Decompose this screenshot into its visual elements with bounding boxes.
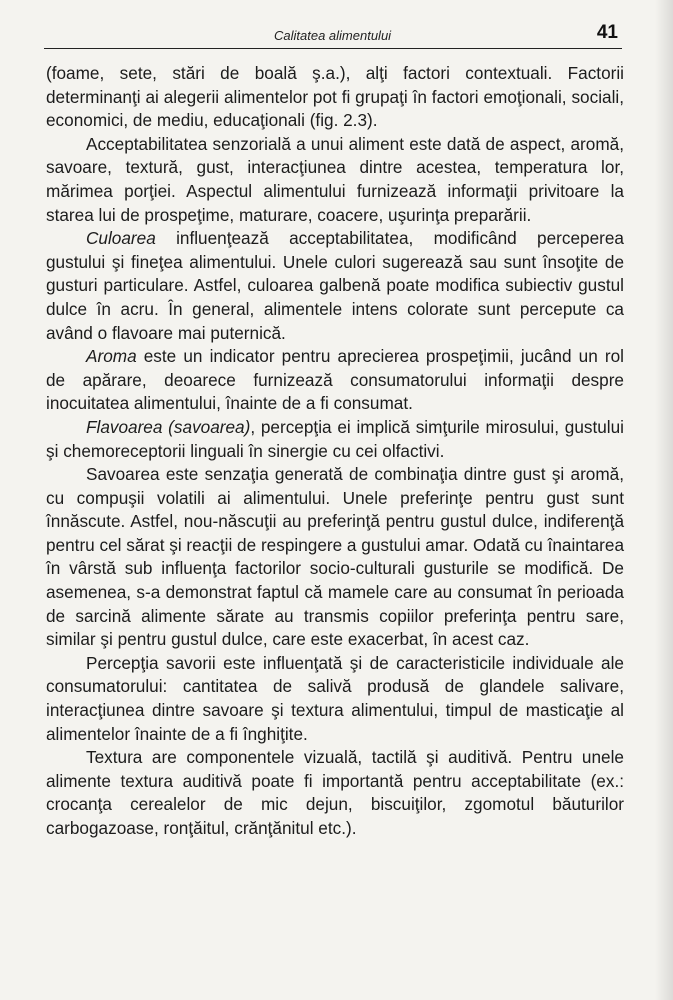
paragraph-2 (46, 133, 624, 227)
paragraph-1-text: (foame, sete, stări de boală ş.a.), alţi factori contextuali. Factorii determinanţi ai alegerii alimentelor pot fi grupaţi în factori emoţionali, sociali, economici, de mediu, educaţionali (fig. 2.3). (46, 63, 624, 131)
body-text (46, 62, 624, 841)
page-edge-shadow (655, 0, 673, 1000)
running-header (44, 22, 622, 49)
paragraph-5-lead: Flavoarea (savoarea) (86, 416, 251, 437)
paragraph-1 (46, 62, 624, 133)
paragraph-3-lead: Culoarea (86, 228, 156, 249)
paragraph-2-text: Acceptabilitatea senzorială a unui aliment este dată de aspect, aromă, savoare, textură, gust, interacţiunea dintre acestea, temperatura lor, mărimea porţiei. Aspectul alimentului furnizează informaţii privitoare la starea lui de prospeţime, maturare, coacere, uşurinţa preparării. (46, 133, 624, 225)
paragraph-7-text: Percepţia savorii este influenţată şi de caracteristicile individuale ale consumatorului: cantitatea de salivă produsă de glandele salivare, interacţiunea dintre savoare şi textura alimentului, timpul de masticaţie al alimentelor înainte de a fi înghiţite. (46, 652, 624, 744)
paragraph-4 (46, 345, 624, 416)
paragraph-4-text: este un indicator pentru aprecierea prospeţimii, jucând un rol de apărare, deoarece furnizează consumatorului informaţii despre inocuitatea alimentului, înainte de a fi consumat. (46, 346, 624, 414)
paragraph-6 (46, 463, 624, 652)
header-title: Calitatea alimentului (274, 28, 392, 43)
paragraph-3-text: influenţează acceptabilitatea, modificând perceperea gustului şi fineţea alimentului. Unele culori sugerează sau sunt însoţite de gusturi particulare. Astfel, culoarea galbenă poate modifica subiectiv gustul dulce în acru. În general, alimentele intens colorate sunt percepute ca având o flavoare mai puternică. (46, 228, 624, 343)
paragraph-4-lead: Aroma (86, 346, 137, 367)
paragraph-8-text: Textura are componentele vizuală, tactilă şi auditivă. Pentru unele alimente textura auditivă poate fi importantă pentru acceptabilitate (ex.: crocanţa cerealelor de mic dejun, biscuiţilor, zgomotul băuturilor carbogazoase, ronţăitul, crănţănitul etc.). (46, 747, 624, 838)
paragraph-5-text: , percepţia ei implică simţurile mirosului, gustului şi chemoreceptorii linguali în sinergie cu cei olfactivi. (46, 416, 624, 461)
paragraph-7 (46, 652, 624, 746)
paragraph-3 (46, 227, 624, 345)
paragraph-5 (46, 416, 624, 463)
paragraph-8 (46, 746, 624, 840)
paragraph-6-text: Savoarea este senzaţia generată de combinaţia dintre gust şi aromă, cu compuşii volatili ai alimentului. Unele preferinţe pentru gust sunt înnăscute. Astfel, nou-născuţii au preferinţă pentru gustul dulce, indiferenţă pentru cel sărat şi reacţii de respingere a gustului amar. Odată cu înaintarea în vârstă sub influenţa factorilor socio-culturali gusturile se modifică. De asemenea, s-a demonstrat faptul că mamele care au consumat în perioada de sarcină alimente sărate au transmis copiilor preferinţa pentru sare, similar şi pentru gustul dulce, care este exacerbat, în acest caz. (46, 464, 625, 650)
page-number: 41 (596, 22, 618, 43)
